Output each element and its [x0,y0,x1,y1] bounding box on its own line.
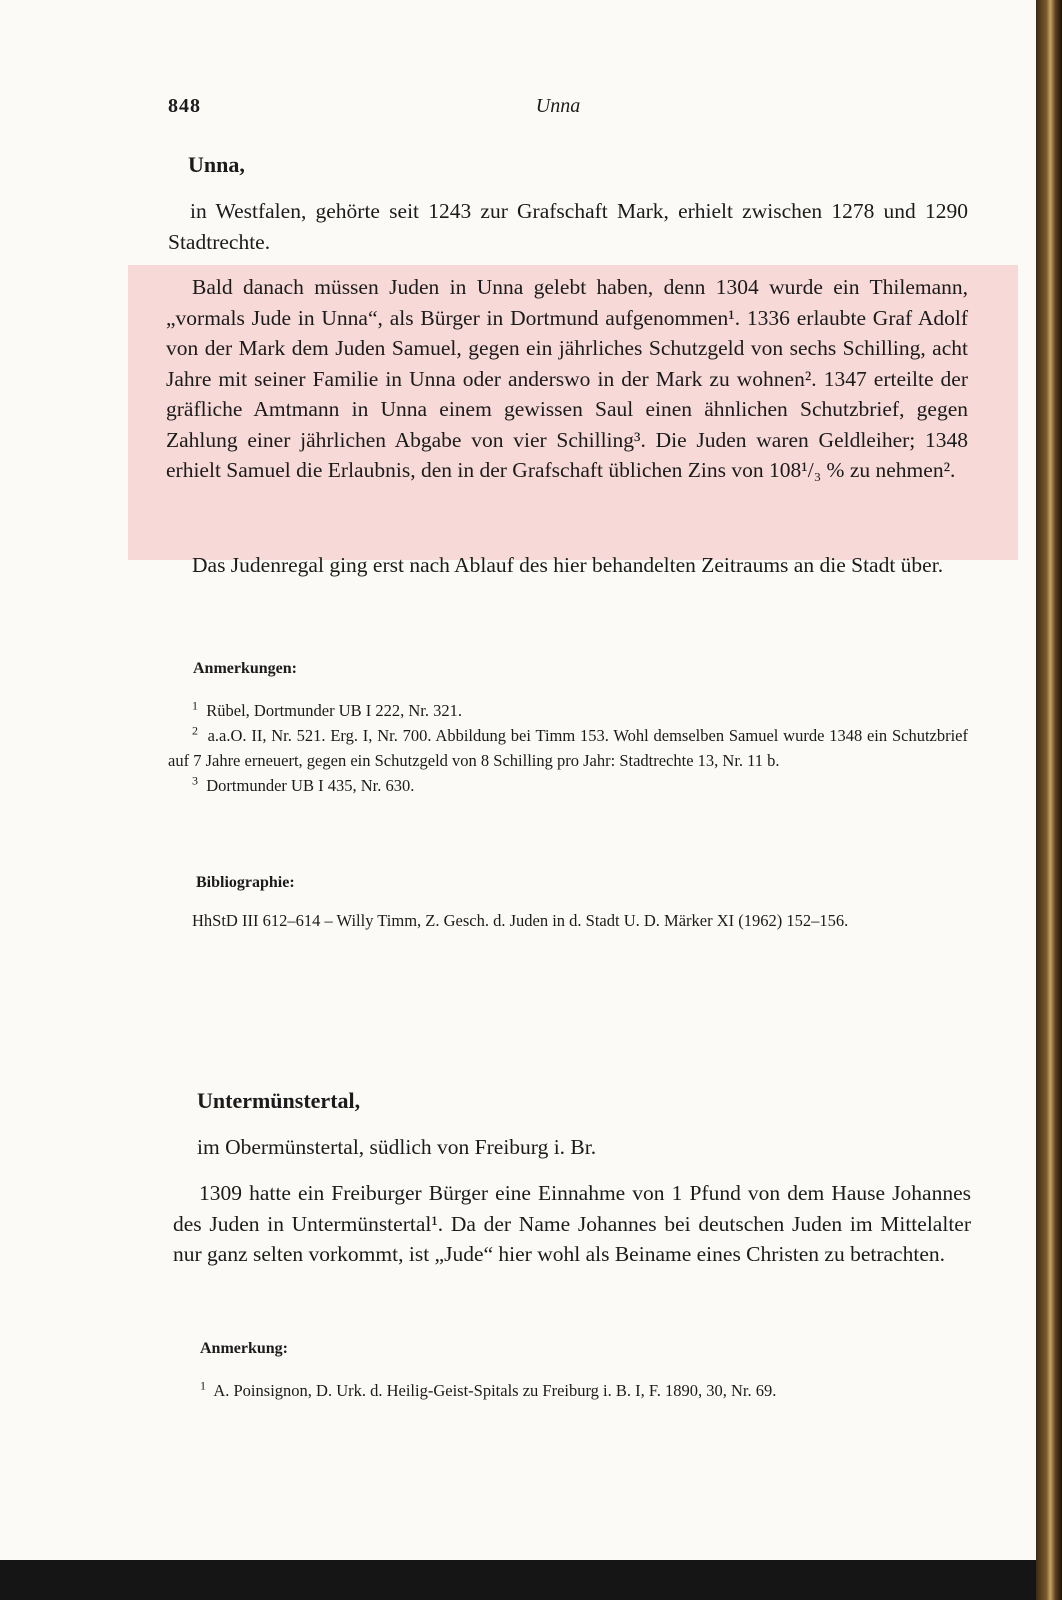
footnote-1: $^1$ Rübel, Dortmunder UB I 222, Nr. 321. [192,698,462,720]
unna-notes-label: Anmerkungen: [193,660,298,677]
page-number: 848 [168,95,201,117]
untermuenstertal-paragraph: 1309 hatte ein Freiburger Bürger eine Einnahme von 1 Pfund von dem Hause Johannes des Juden in Untermünstertal¹. Da der Name Johannes bei deutschen Juden im Mittelalter nur ganz selten vorkommt, ist „Jude“ hier wohl als Beiname eines Christen zu betrachten. [173,1181,971,1266]
bottom-shadow [0,1560,1036,1600]
unna-closing: Das Judenregal ging erst nach Ablauf des hier behandelten Zeitraums an die Stadt über. [192,553,944,577]
untermuenstertal-note-label: Anmerkung: [200,1340,289,1357]
unna-title: Unna, [188,152,245,177]
untermuenstertal-footnote-1: $^1$ A. Poinsignon, D. Urk. d. Heilig-Geist-Spitals zu Freiburg i. B. I, F. 1890, 30, Nr. 69. [200,1378,777,1400]
footnote-3: $^3$ Dortmunder UB I 435, Nr. 630. [192,773,415,795]
unna-notes [168,698,968,798]
unna-bibliography-label: Bibliographie: [196,874,295,891]
unna-intro: in Westfalen, gehörte seit 1243 zur Grafschaft Mark, erhielt zwischen 1278 und 1290 Stadtrechte. [168,199,968,254]
running-header [168,95,988,125]
footnote-2: $^2$ a.a.O. II, Nr. 521. Erg. I, Nr. 700. Abbildung bei Timm 153. Wohl demselben Samuel wurde 1348 ein Schutzbrief auf 7 Jahre erneuert, gegen ein Schutzgeld von 8 Schilling pro Jahr: Stadtrechte 13, Nr. 11 b. [168,723,968,770]
unna-highlighted-paragraph: Bald danach müssen Juden in Unna gelebt haben, denn 1304 wurde ein Thilemann, „vormals Jude in Unna“, als Bürger in Dortmund aufgenommen¹. 1336 erlaubte Graf Adolf von der Mark dem Juden Samuel, gegen ein jährliches Schutzgeld von sechs Schilling, acht Jahre mit seiner Familie in Unna oder anderswo in der Mark zu wohnen². 1347 erteilte der gräfliche Amtmann in Unna einem gewissen Saul einen ähnlichen Schutzbrief, gegen Zahlung einer jährlichen Abgabe von vier Schilling³. Die Juden waren Geldleiher; 1348 erhielt Samuel die Erlaubnis, den in der Grafschaft üblichen Zins von 108¹/₃ % zu nehmen². [166,275,968,482]
book-spine-edge [1036,0,1062,1600]
unna-bibliography: HhStD III 612–614 – Willy Timm, Z. Gesch. d. Juden in d. Stadt U. D. Märker XI (1962) 152–156. [192,911,849,930]
running-title: Unna [535,95,581,117]
untermuenstertal-title: Untermünstertal, [197,1088,361,1113]
untermuenstertal-intro: im Obermünstertal, südlich von Freiburg i. Br. [197,1135,597,1159]
